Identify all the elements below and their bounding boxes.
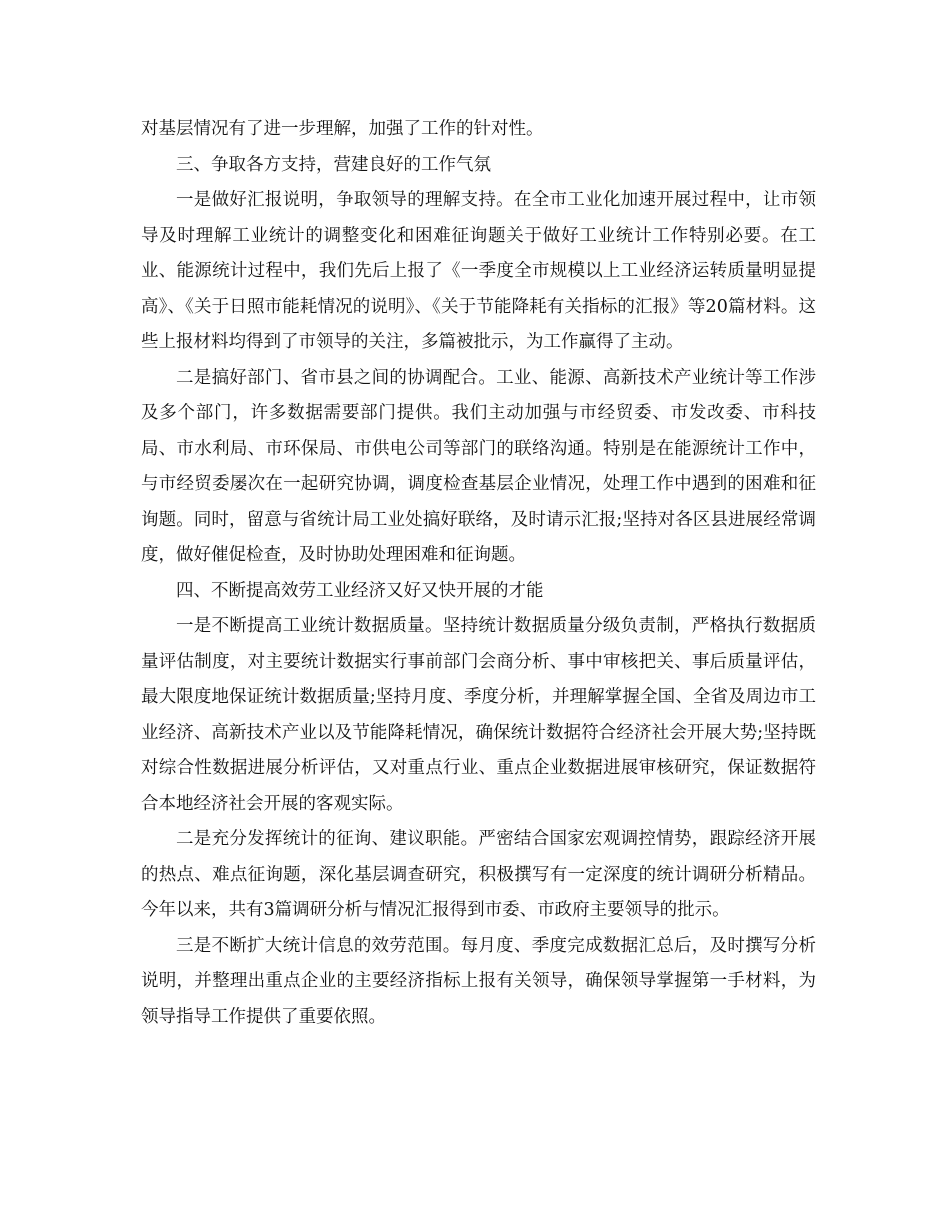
paragraph-service-scope: 三是不断扩大统计信息的效劳范围。每月度、季度完成数据汇总后，及时撰写分析说明，并整理出重点企业的主要经济指标上报有关领导，确保领导掌握第一手材料，为领导指导工作提供了重要依照。	[141, 935, 816, 1027]
section-heading-4: 四、不断提高效劳工业经济又好又快开展的才能	[176, 580, 544, 601]
paragraph-advisory-role: 二是充分发挥统计的征询、建议职能。严密结合国家宏观调控情势，跟踪经济开展的热点、难点征询题，深化基层调查研究，积极撰写有一定深度的统计调研分析精品。今年以来，共有3篇调研分析与情况汇报得到市委、市政府主要领导的批示。	[141, 829, 816, 920]
paragraph-data-quality: 一是不断提高工业统计数据质量。坚持统计数据质量分级负责制，严格执行数据质量评估制度，对主要统计数据实行事前部门会商分析、事中审核把关、事后质量评估，最大限度地保证统计数据质量;坚持月度、季度分析，并理解掌握全国、全省及周边市工业经济、高新技术产业以及节能降耗情况，确保统计数据符合经济社会开展大势;坚持既对综合性数据进展分析评估，又对重点行业、重点企业数据进展审核研究，保证数据符合本地经济社会开展的客观实际。	[141, 616, 816, 814]
paragraph-continuation: 对基层情况有了进一步理解，加强了工作的针对性。	[141, 119, 544, 139]
paragraph-report-support: 一是做好汇报说明，争取领导的理解支持。在全市工业化加速开展过程中，让市领导及时理解工业统计的调整变化和困难征询题关于做好工业统计工作特别必要。在工业、能源统计过程中，我们先后上报了《一季度全市规模以上工业经济运转质量明显提高》、《关于日照市能耗情况的说明》、《关于节能降耗有关指标的汇报》等20篇材料。这些上报材料均得到了市领导的关注，多篇被批示，为工作赢得了主动。	[141, 190, 816, 352]
section-heading-3: 三、争取各方支持，营建良好的工作气氛	[176, 154, 491, 175]
paragraph-coordination: 二是搞好部门、省市县之间的协调配合。工业、能源、高新技术产业统计等工作涉及多个部门，许多数据需要部门提供。我们主动加强与市经贸委、市发改委、市科技局、市水利局、市环保局、市供电公司等部门的联络沟通。特别是在能源统计工作中，与市经贸委屡次在一起研究协调，调度检查基层企业情况，处理工作中遇到的困难和征询题。同时，留意与省统计局工业处搞好联络，及时请示汇报;坚持对各区县进展经常调度，做好催促检查，及时协助处理困难和征询题。	[141, 367, 816, 565]
document-body	[141, 112, 816, 1035]
